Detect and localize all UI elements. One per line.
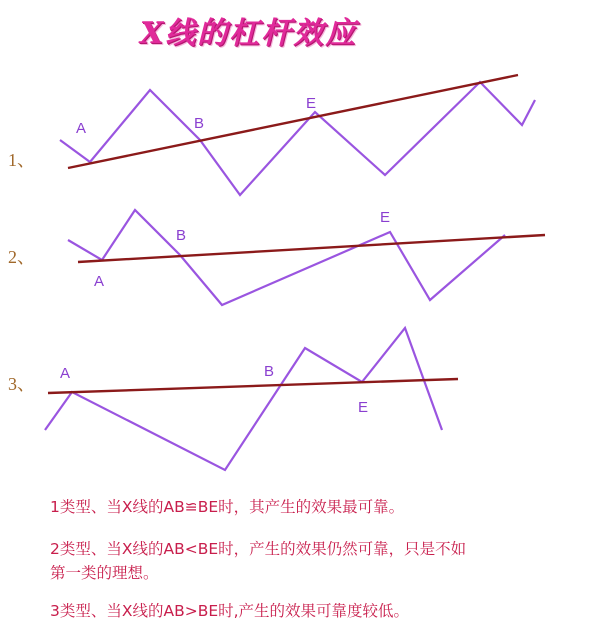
diagram-title: X线的杠杆效应 bbox=[140, 16, 358, 51]
row-2-diagram bbox=[68, 209, 545, 305]
row-3-lever-line bbox=[48, 379, 458, 393]
row-2-lever-line bbox=[78, 235, 545, 262]
row-1-label-a: A bbox=[76, 120, 87, 137]
row-2-label-a: A bbox=[94, 273, 105, 290]
row-2-number: 2、 bbox=[8, 247, 35, 267]
note-type-1: 1类型、当X线的AB≌BE时，其产生的效果最可靠。 bbox=[50, 498, 405, 516]
row-1-lever-line bbox=[68, 75, 518, 168]
row-3-label-b: B bbox=[264, 363, 275, 380]
note-type-2-continued: 第一类的理想。 bbox=[50, 564, 159, 582]
row-2-label-e: E bbox=[380, 209, 391, 226]
row-3-label-e: E bbox=[358, 399, 369, 416]
row-1-label-e: E bbox=[306, 95, 317, 112]
row-1-label-b: B bbox=[194, 115, 205, 132]
row-1-number: 1、 bbox=[8, 150, 35, 170]
row-3-number: 3、 bbox=[8, 374, 35, 394]
row-3-label-a: A bbox=[60, 365, 71, 382]
row-3-zigzag bbox=[45, 328, 442, 470]
row-1-zigzag bbox=[60, 82, 535, 195]
row-1-diagram bbox=[60, 75, 535, 195]
note-type-2: 2类型、当X线的AB<BE时，产生的效果仍然可靠，只是不如 bbox=[50, 540, 467, 558]
row-3-diagram bbox=[45, 328, 458, 470]
row-2-zigzag bbox=[68, 210, 505, 305]
row-2-label-b: B bbox=[176, 227, 187, 244]
note-type-3: 3类型、当X线的AB>BE时,产生的效果可靠度较低。 bbox=[50, 602, 410, 620]
